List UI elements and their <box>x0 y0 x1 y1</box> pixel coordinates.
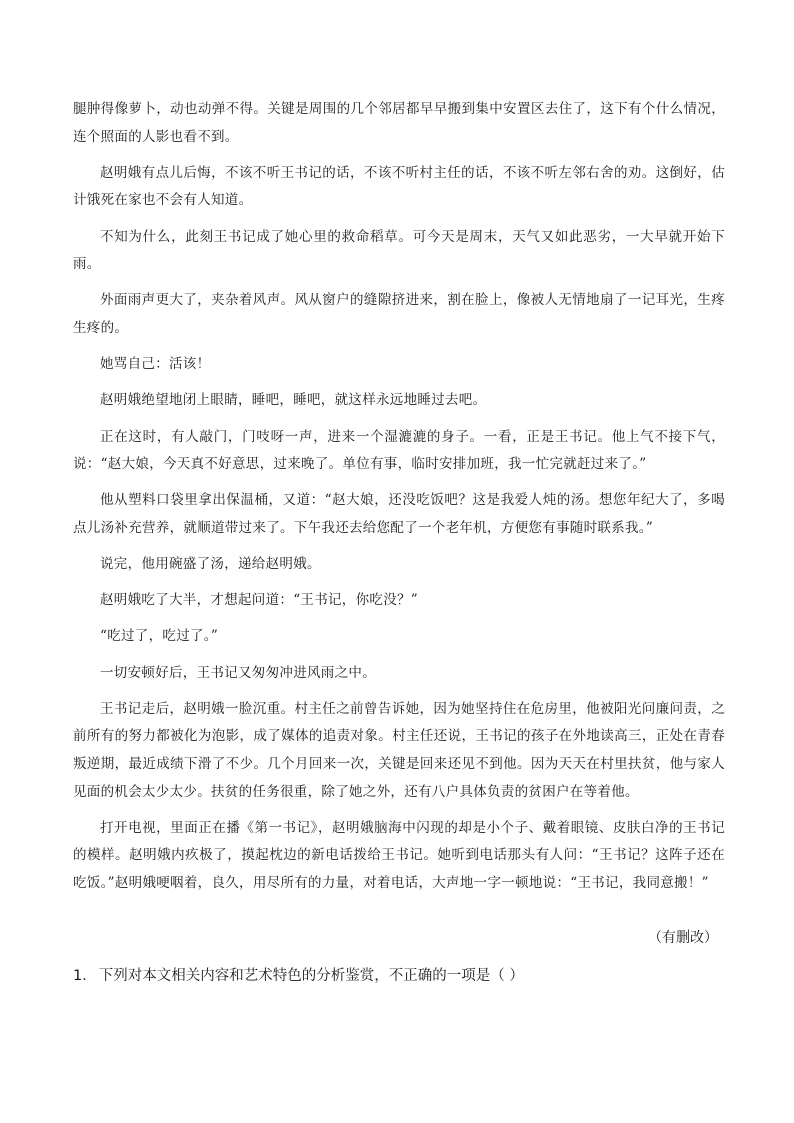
source-note: （有删改） <box>648 930 718 946</box>
passage-paragraph: 赵明娥有点儿后悔，不该不听王书记的话，不该不听村主任的话，不该不听左邻右舍的劝。这倒好，估计饿死在家也不会有人知道。 <box>73 164 725 209</box>
passage-paragraph: 王书记走后，赵明娥一脸沉重。村主任之前曾告诉她，因为她坚持住在危房里，他被阳光问廉问责，之前所有的努力都被化为泡影，成了媒体的追责对象。村主任还说，王书记的孩子在外地读高三，正处在青春叛逆期，最近成绩下滑了不少。几个月回来一次，关键是回来还见不到他。因为天天在村里扶贫，他与家人见面的机会太少太少。扶贫的任务很重，除了她之外，还有八户具体负责的贫困户在等着他。 <box>73 700 725 800</box>
passage-paragraph: 不知为什么，此刻王书记成了她心里的救命稻草。可今天是周末，天气又如此恶劣，一大早就开始下雨。 <box>73 228 725 273</box>
passage-paragraph: 说完，他用碗盛了汤，递给赵明娥。 <box>100 556 321 573</box>
question-text: 下列对本文相关内容和艺术特色的分析鉴赏，不正确的一项是（ ） <box>98 968 524 984</box>
question-number: 1． <box>73 968 97 984</box>
passage-paragraph: 打开电视，里面正在播《第一书记》，赵明娥脑海中闪现的却是小个子、戴着眼镜、皮肤白净的王书记的模样。赵明娥内疚极了，摸起枕边的新电话拨给王书记。她听到电话那头有人问：“王书记？这阵子还在吃饭。”赵明娥哽咽着，良久，用尽所有的力量，对着电话，大声地一字一顿地说：“王书记，我同意搬！” <box>73 819 725 891</box>
passage-paragraph: 他从塑料口袋里拿出保温桶，又道：“赵大娘，还没吃饭吧？这是我爱人炖的汤。想您年纪大了，多喝点儿汤补充营养，就顺道带过来了。下午我还去给您配了一个老年机，方便您有事随时联系我。” <box>73 492 725 536</box>
passage-paragraph: “吃过了，吃过了。” <box>100 628 219 645</box>
passage-paragraph: 腿肿得像萝卜，动也动弹不得。关键是周围的几个邻居都早早搬到集中安置区去住了，这下有个什么情况，连个照面的人影也看不到。 <box>73 101 725 145</box>
question-1 <box>73 964 725 985</box>
passage-paragraph: 赵明娥吃了大半，才想起问道：“王书记，你吃没？” <box>100 592 419 609</box>
passage-paragraph: 她骂自己：活该！ <box>100 356 211 373</box>
passage-body <box>73 96 725 906</box>
passage-paragraph: 一切安顿好后，王书记又匆匆冲进风雨之中。 <box>100 664 376 681</box>
passage-paragraph: 赵明娥绝望地闭上眼睛，睡吧，睡吧，就这样永远地睡过去吧。 <box>100 392 487 409</box>
passage-paragraph: 外面雨声更大了，夹杂着风声。风从窗户的缝隙挤进来，割在脸上，像被人无情地扇了一记耳光，生疼生疼的。 <box>73 292 725 336</box>
passage-paragraph: 正在这时，有人敲门，门吱呀一声，进来一个湿漉漉的身子。一看，正是王书记。他上气不接下气，说：“赵大娘，今天真不好意思，过来晚了。单位有事，临时安排加班，我一忙完就赶过来了。” <box>73 428 725 473</box>
